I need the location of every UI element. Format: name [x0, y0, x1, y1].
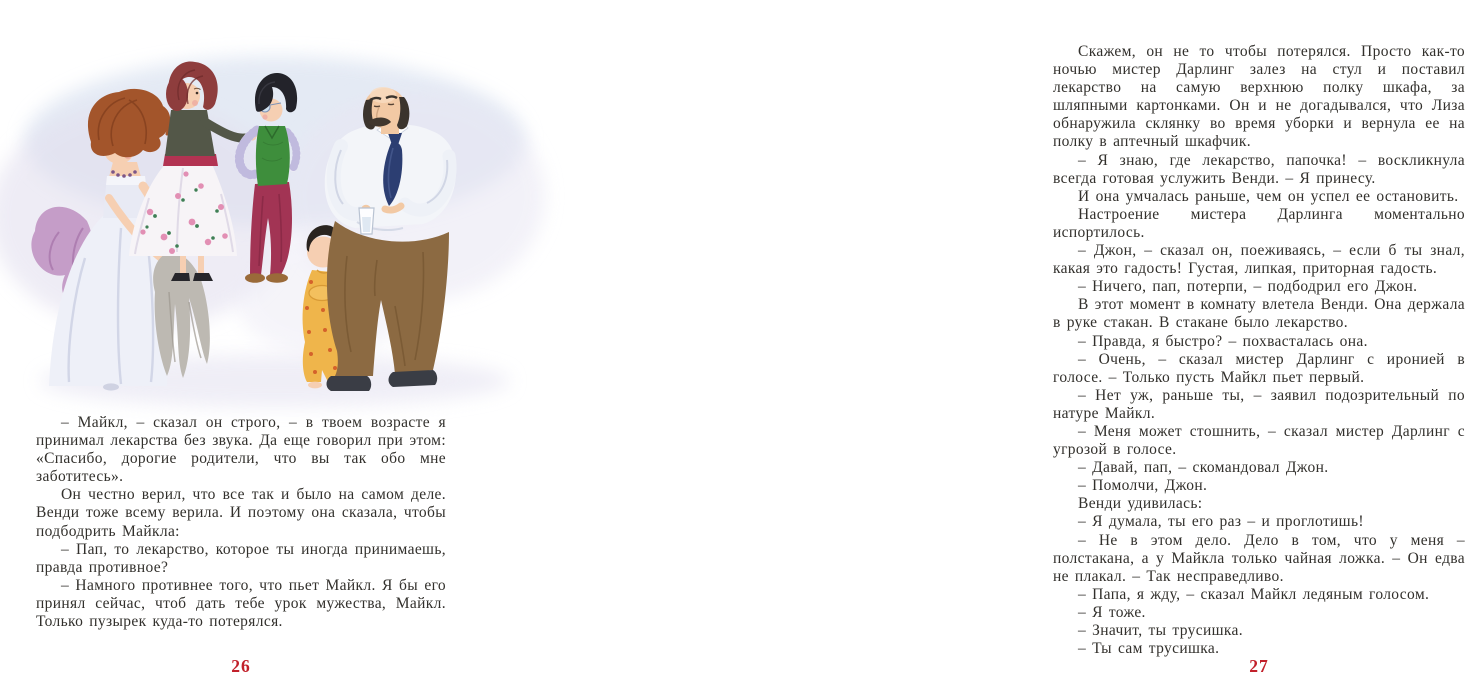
paragraph: – Не в этом дело. Дело в том, что у меня – полстакана, а у Майкла только чайная ложка. – Он едва не плакал. – Так несправедливо.: [1053, 531, 1465, 585]
paragraph: – Меня может стошнить, – сказал мистер Дарлинг с угрозой в голосе.: [1053, 422, 1465, 459]
paragraph: – Джон, – сказал он, поеживаясь, – если б ты знал, какая это гадость! Густая, липкая, приторная гадость.: [1053, 242, 1465, 278]
paragraph: – Нет уж, раньше ты, – заявил подозрительный по натуре Майкл.: [1053, 386, 1465, 422]
paragraph: Венди удивилась:: [1078, 495, 1203, 513]
paragraph: В этот момент в комнату влетела Венди. Она держала в руке стакан. В стакане было лекарство.: [1053, 296, 1465, 332]
paragraph: – Я тоже.: [1078, 603, 1146, 621]
paragraph: – Правда, я быстро? – похвасталась она.: [1078, 332, 1368, 350]
paragraph: – Ничего, пап, потерпи, – подбодрил его Джон.: [1078, 278, 1418, 296]
paragraph: – Я знаю, где лекарство, папочка! – воскликнула всегда готовая услужить Венди. – Я принесу.: [1053, 151, 1465, 187]
paragraph: – Намного противнее того, что пьет Майкл. Я бы его принял сейчас, чтоб дать тебе урок мужества, Майкл. Только пузырек куда-то потерялся.: [36, 576, 446, 631]
page-left: [0, 0, 500, 698]
page-right: [500, 0, 1465, 698]
paragraph: Он честно верил, что все так и было на самом деле. Венди тоже всему верила. И поэтому она сказала, чтобы подбодрить Майкла:: [36, 486, 446, 540]
page-number-left: 26: [231, 656, 251, 676]
right-page-text: [1053, 43, 1465, 658]
paragraph: Настроение мистера Дарлинга моментально испортилось.: [1053, 205, 1465, 241]
page-number-right: 27: [1249, 656, 1269, 676]
paragraph: – Давай, пап, – скомандовал Джон.: [1078, 459, 1329, 477]
illustration-svg: [25, 46, 520, 404]
left-page-text: [36, 414, 446, 631]
paragraph: – Значит, ты трусишка.: [1078, 622, 1243, 639]
paragraph: Скажем, он не то чтобы потерялся. Просто как-то ночью мистер Дарлинг залез на стул и поставил лекарство на самую верхнюю полку шкафа, за шляпными картонками. Он и не догадывался, что Лиза обнаружила склянку во время уборки и вернула ее на полку в аптечный шкафчик.: [1053, 43, 1465, 151]
paragraph: – Майкл, – сказал он строго, – в твоем возрасте я принимал лекарства без звука. Да еще говорил при этом: «Спасибо, дорогие родители, что вы так обо мне заботитесь».: [36, 414, 446, 486]
paragraph: – Очень, – сказал мистер Дарлинг с иронией в голосе. – Только пусть Майкл пьет первый.: [1053, 350, 1465, 386]
paragraph: – Я думала, ты его раз – и проглотишь!: [1078, 513, 1364, 531]
illustration-darling-family: [25, 46, 520, 404]
paragraph: – Папа, я жду, – сказал Майкл ледяным голосом.: [1078, 585, 1430, 603]
paragraph: – Пап, то лекарство, которое ты иногда принимаешь, правда противное?: [36, 540, 446, 576]
paragraph: И она умчалась раньше, чем он успел ее остановить.: [1078, 187, 1459, 205]
paragraph: – Ты сам трусишка.: [1078, 640, 1220, 658]
paragraph: – Помолчи, Джон.: [1078, 477, 1208, 495]
